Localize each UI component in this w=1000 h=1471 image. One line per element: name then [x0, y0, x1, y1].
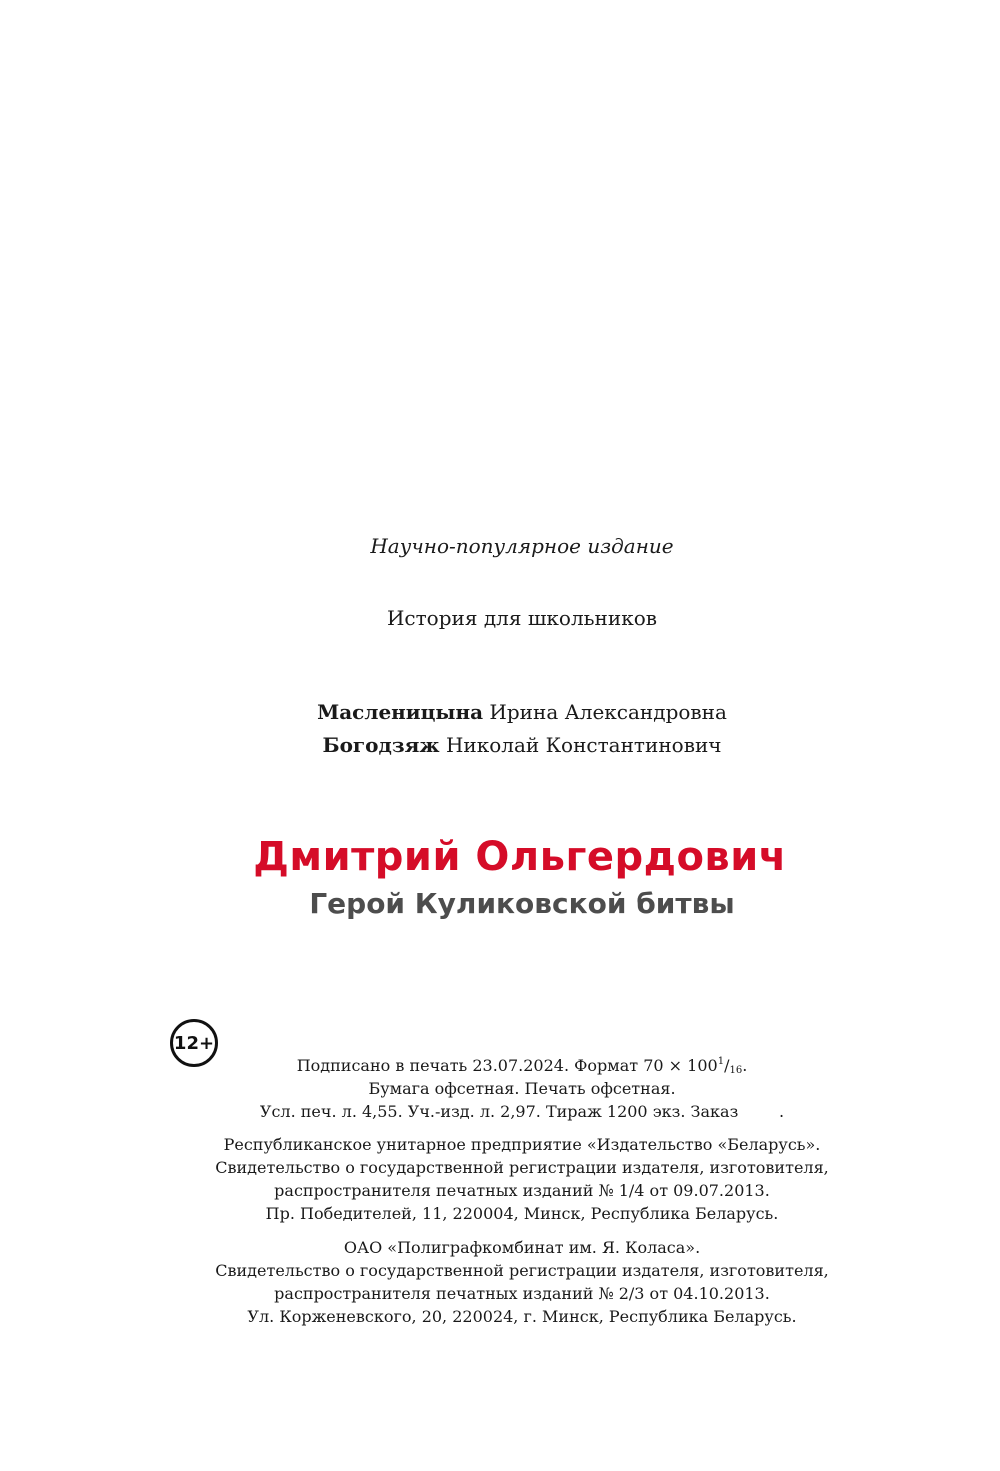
author-2-name: Николай Константинович [445, 733, 722, 757]
printer-line: Ул. Корженевского, 20, 220024, г. Минск, Республика Беларусь. [247, 1307, 797, 1326]
edition-type: Научно-популярное издание [370, 534, 674, 558]
author-1-name: Ирина Александровна [489, 700, 727, 724]
paper-line: Бумага офсетная. Печать офсетная. [368, 1079, 676, 1098]
series-name: История для школьников [386, 606, 658, 630]
format-end: . [742, 1056, 748, 1075]
format-denominator: 16 [729, 1065, 743, 1076]
format-fraction [718, 1056, 743, 1075]
format-numerator: 1 [717, 1056, 725, 1067]
printer-line: Свидетельство о государственной регистрации издателя, изготовителя, [215, 1261, 829, 1280]
book-subtitle: Герой Куликовской битвы [309, 887, 735, 920]
author-1-surname: Масленицына [317, 700, 484, 724]
print-format-line [22, 1054, 1000, 1077]
print-date-format: Подписано в печать 23.07.2024. Формат 70 × 100 [296, 1056, 718, 1075]
publisher-line: распространителя печатных изданий № 1/4 от 09.07.2013. [274, 1181, 770, 1200]
book-title: Дмитрий Ольгердович [253, 834, 787, 880]
author-2-surname: Богодзяж [322, 733, 440, 757]
publisher-line: Пр. Победителей, 11, 220004, Минск, Республика Беларусь. [265, 1204, 779, 1223]
printer-line: распространителя печатных изданий № 2/3 от 04.10.2013. [274, 1284, 770, 1303]
print-details [22, 1054, 1000, 1123]
age-rating-badge: 12+ [170, 1019, 218, 1067]
author-2 [22, 733, 1000, 757]
printer-info [22, 1236, 1000, 1328]
printer-line: ОАО «Полиграфкомбинат им. Я. Коласа». [343, 1238, 701, 1257]
format-slash: / [724, 1056, 730, 1075]
author-1 [22, 700, 1000, 724]
publisher-line: Республиканское унитарное предприятие «Издательство «Беларусь». [223, 1135, 821, 1154]
volume-line: Усл. печ. л. 4,55. Уч.-изд. л. 2,97. Тираж 1200 экз. Заказ . [259, 1102, 785, 1121]
publisher-line: Свидетельство о государственной регистрации издателя, изготовителя, [215, 1158, 829, 1177]
publisher-info [22, 1133, 1000, 1225]
